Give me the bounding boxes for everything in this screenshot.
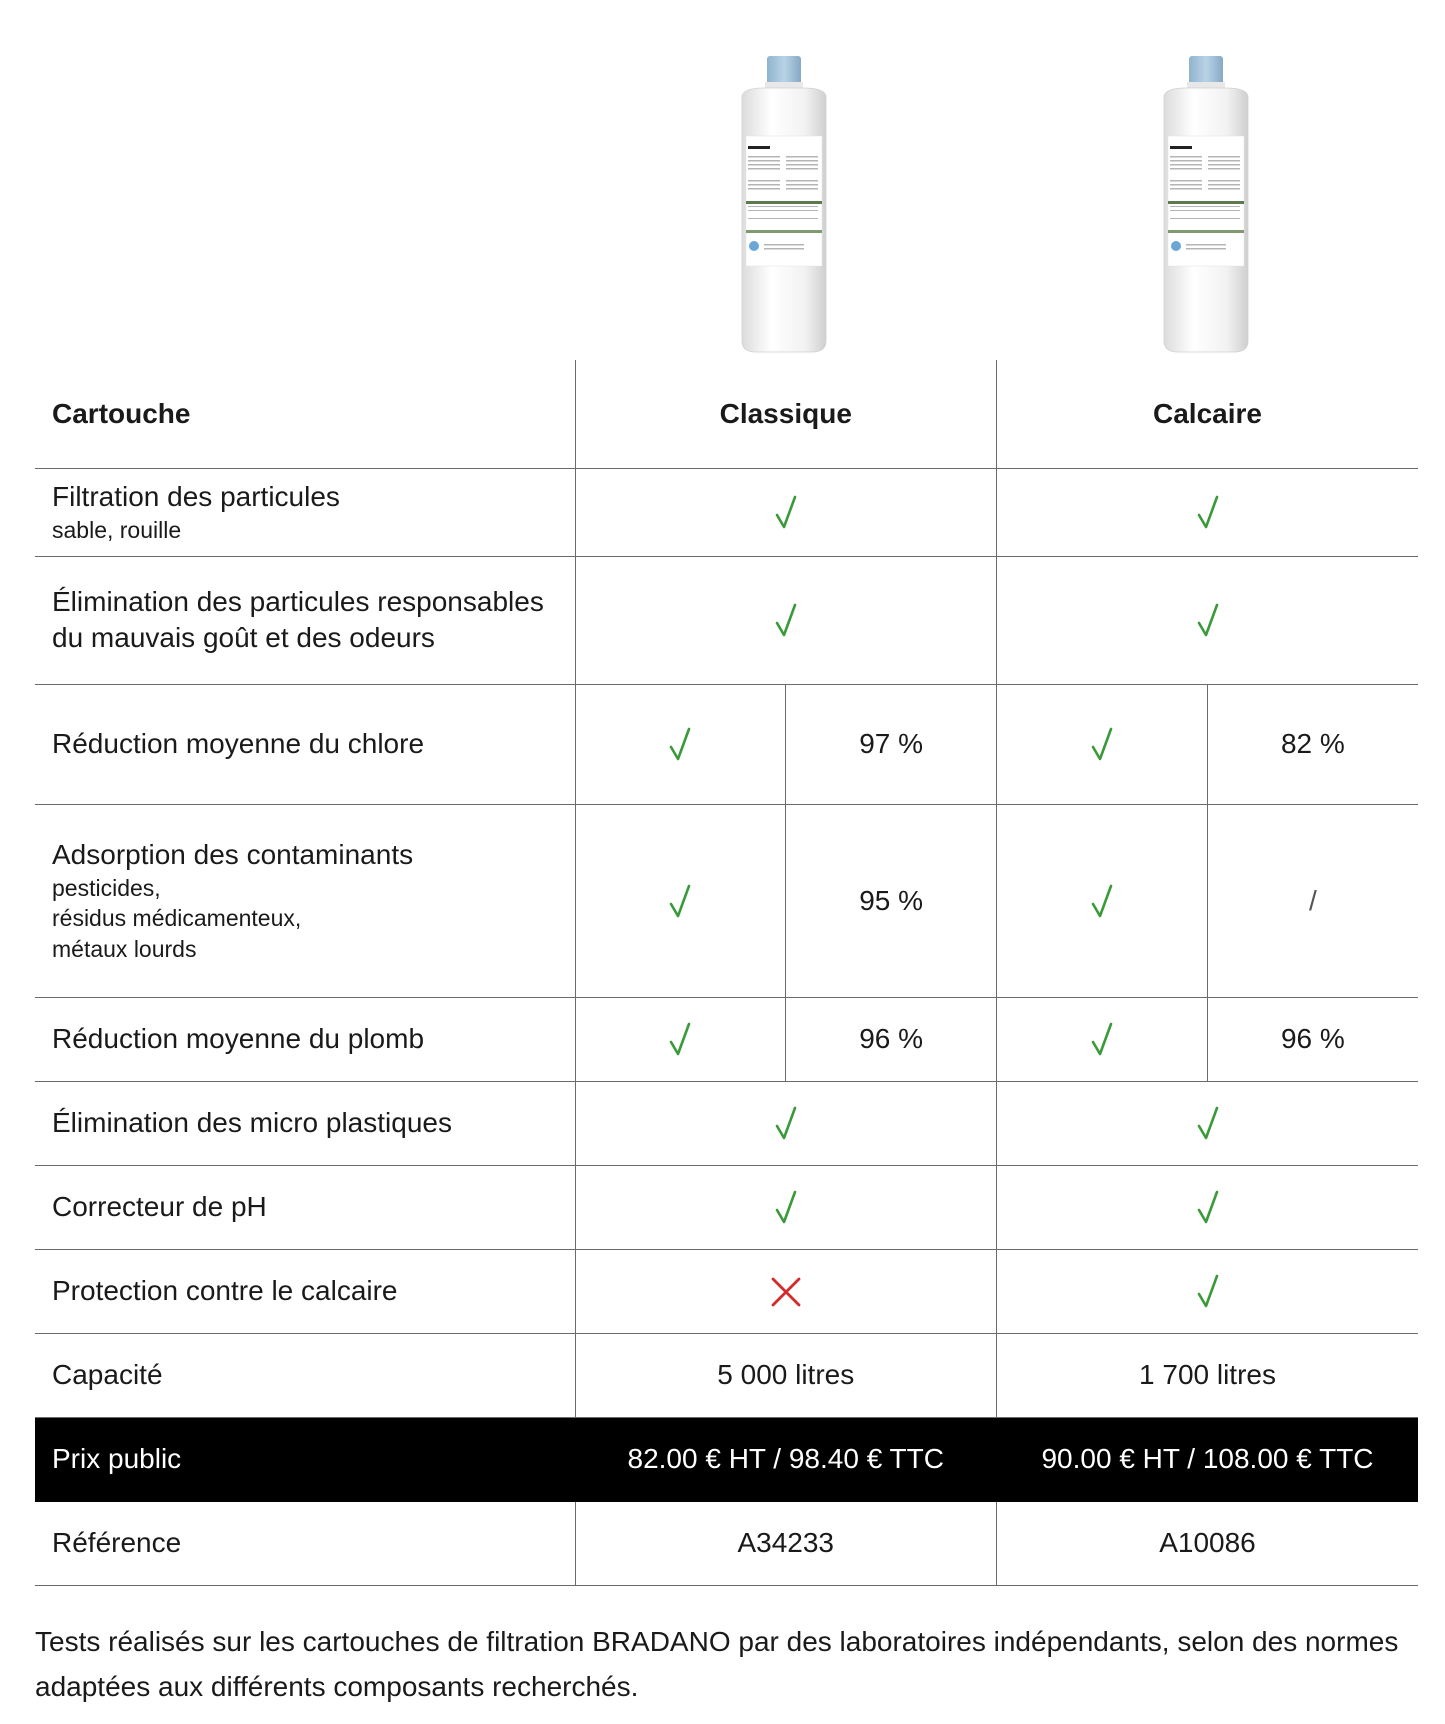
cell-classique-check	[575, 804, 786, 997]
footnote: Tests réalisés sur les cartouches de filtration BRADANO par des laboratoires indépendants, selon des normes adaptées aux différents composants recherchés.	[35, 1626, 1399, 1702]
check-icon	[1197, 1106, 1219, 1140]
row-label	[35, 804, 575, 997]
row-label: Réduction moyenne du chlore	[35, 684, 575, 804]
check-icon	[669, 727, 691, 761]
table-row	[35, 1081, 1418, 1165]
cell-calcaire	[997, 1249, 1419, 1333]
check-icon	[669, 884, 691, 918]
table-row	[35, 1249, 1418, 1333]
cell-calcaire-check	[997, 684, 1208, 804]
check-icon	[1197, 495, 1219, 529]
row-label	[35, 556, 575, 684]
cell-classique	[575, 1249, 997, 1333]
cell-calcaire: 90.00 € HT / 108.00 € TTC	[997, 1417, 1419, 1501]
table-row	[35, 997, 1418, 1081]
row-label: Capacité	[35, 1333, 575, 1417]
cell-calcaire-check	[997, 804, 1208, 997]
price-row	[35, 1417, 1418, 1501]
table-row	[35, 1165, 1418, 1249]
row-title: Filtration des particules	[52, 480, 340, 512]
row-label: Élimination des micro plastiques	[35, 1081, 575, 1165]
product-images	[0, 0, 1445, 365]
cross-icon	[770, 1276, 802, 1308]
cell-calcaire-pct: 96 %	[1207, 997, 1418, 1081]
cell-calcaire	[997, 468, 1419, 556]
header-calcaire: Calcaire	[997, 360, 1419, 468]
table-row	[35, 556, 1418, 684]
row-subtitle: résidus médicamenteux,	[52, 905, 302, 932]
cell-classique: A34233	[575, 1501, 997, 1585]
cell-classique: 82.00 € HT / 98.40 € TTC	[575, 1417, 997, 1501]
check-icon	[775, 603, 797, 637]
cell-calcaire-check	[997, 997, 1208, 1081]
cell-classique-pct: 95 %	[786, 804, 997, 997]
cell-classique-check	[575, 997, 786, 1081]
row-subtitle: métaux lourds	[52, 935, 197, 962]
row-subtitle: pesticides,	[52, 874, 161, 901]
check-icon	[1091, 727, 1113, 761]
cartridge-calcaire-image	[1156, 56, 1256, 356]
check-icon	[1197, 603, 1219, 637]
table-row	[35, 468, 1418, 556]
cell-calcaire	[997, 1165, 1419, 1249]
cell-classique-pct: 97 %	[786, 684, 997, 804]
cell-calcaire: A10086	[997, 1501, 1419, 1585]
row-label: Réduction moyenne du plomb	[35, 997, 575, 1081]
cell-calcaire-pct: 82 %	[1207, 684, 1418, 804]
cell-calcaire: 1 700 litres	[997, 1333, 1419, 1417]
header-label: Cartouche	[35, 360, 575, 468]
row-label: Prix public	[35, 1417, 575, 1501]
row-label: Correcteur de pH	[35, 1165, 575, 1249]
cell-classique	[575, 468, 997, 556]
row-label: Référence	[35, 1501, 575, 1585]
table-row	[35, 1501, 1418, 1585]
row-subtitle: sable, rouille	[52, 516, 182, 543]
cell-classique	[575, 556, 997, 684]
row-label	[35, 468, 575, 556]
cell-classique-pct: 96 %	[786, 997, 997, 1081]
row-label: Protection contre le calcaire	[35, 1249, 575, 1333]
cell-classique	[575, 1081, 997, 1165]
table-row	[35, 804, 1418, 997]
cell-calcaire	[997, 1081, 1419, 1165]
row-title: Élimination des particules responsables du mauvais goût et des odeurs	[52, 586, 544, 653]
comparison-table	[35, 360, 1418, 1586]
header-classique: Classique	[575, 360, 997, 468]
row-title: Adsorption des contaminants	[52, 838, 414, 870]
check-icon	[1197, 1274, 1219, 1308]
cell-calcaire-pct: /	[1207, 804, 1418, 997]
check-icon	[1091, 1022, 1113, 1056]
cell-calcaire	[997, 556, 1419, 684]
cell-classique-check	[575, 684, 786, 804]
check-icon	[1091, 884, 1113, 918]
check-icon	[669, 1022, 691, 1056]
check-icon	[775, 1106, 797, 1140]
table-row	[35, 684, 1418, 804]
table-row	[35, 1333, 1418, 1417]
cell-classique	[575, 1165, 997, 1249]
check-icon	[775, 495, 797, 529]
check-icon	[1197, 1190, 1219, 1224]
cartridge-classique-image	[734, 56, 834, 356]
cell-classique: 5 000 litres	[575, 1333, 997, 1417]
check-icon	[775, 1190, 797, 1224]
table-header-row	[35, 360, 1418, 468]
